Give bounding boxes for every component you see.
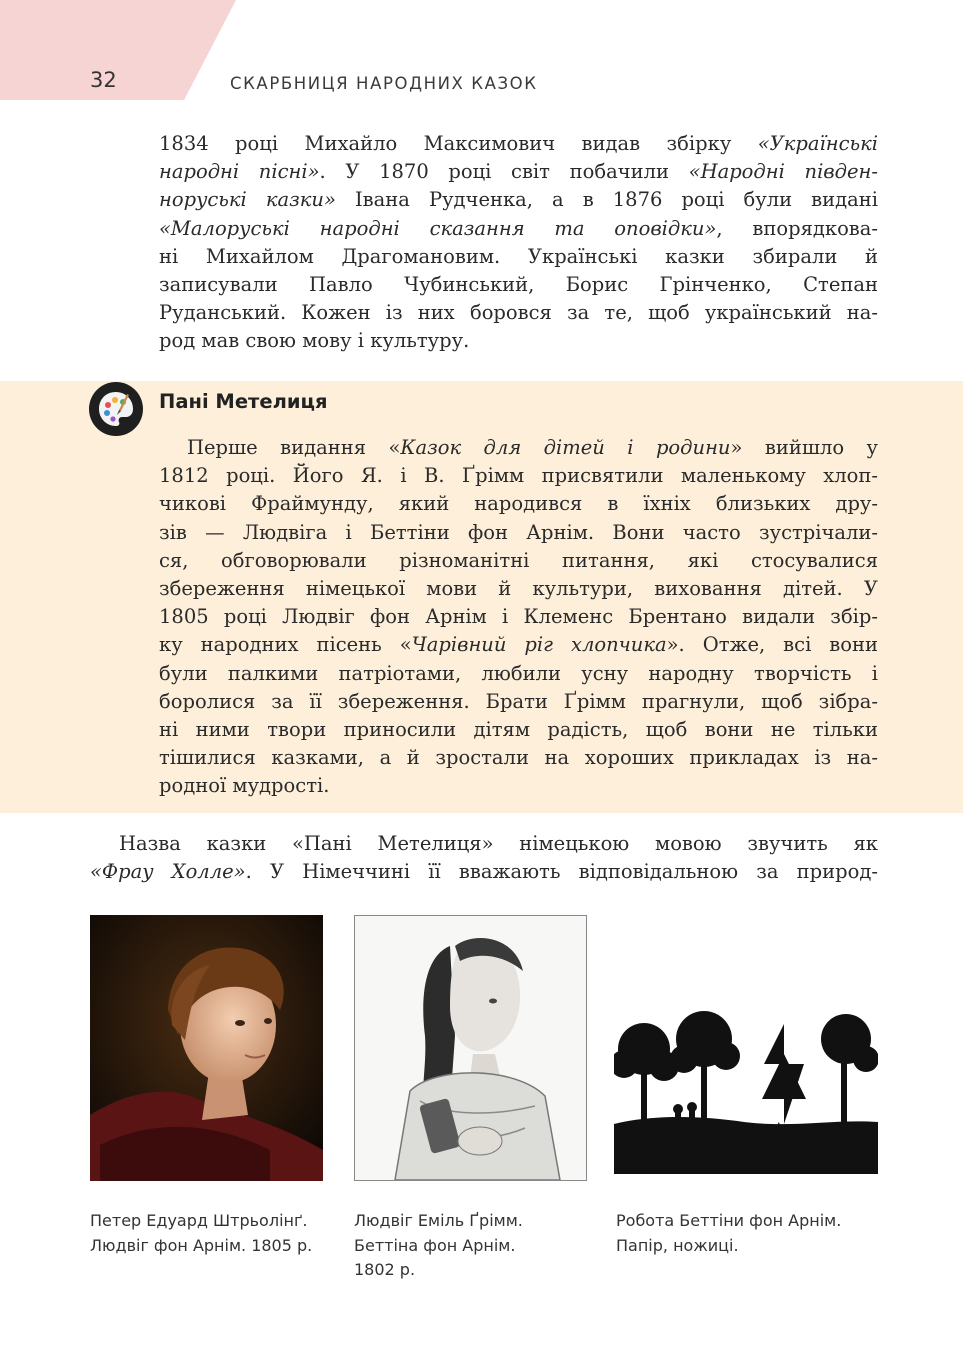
outro-paragraph bbox=[90, 830, 878, 886]
text-line: «Фрау Холле». У Німеччині її вважають відповідальною за природ- bbox=[90, 860, 878, 884]
text-line: родної мудрості. bbox=[159, 774, 330, 798]
text-line: боролися за її збереження. Брати Ґрімм прагнули, щоб зібра- bbox=[159, 689, 878, 713]
text-line: чикові Фраймунду, який народився в їхніх близьких дру- bbox=[159, 492, 878, 516]
portrait-drawing bbox=[354, 915, 587, 1181]
text-line: народні пісні». У 1870 році світ побачили «Народні півден- bbox=[159, 160, 878, 184]
text-line: Руданський. Кожен із них боровся за те, щоб український на- bbox=[159, 301, 878, 325]
text-line: збереження німецької мови й культури, виховання дітей. У bbox=[159, 577, 878, 601]
text-line: 1805 році Людвіг фон Арнім і Клеменс Брентано видали збір- bbox=[159, 605, 878, 629]
page-number: 32 bbox=[90, 68, 117, 92]
caption-line: Людвіг Еміль Ґрімм. bbox=[354, 1211, 523, 1230]
text-line: ку народних пісень «Чарівний ріг хлопчика». Отже, всі вони bbox=[159, 633, 878, 657]
figure-caption bbox=[90, 1209, 312, 1258]
text-line: 1812 році. Його Я. і В. Ґрімм присвятили маленькому хлоп- bbox=[159, 464, 878, 488]
text-line: ні Михайлом Драгомановим. Українські казки збирали й bbox=[159, 244, 878, 268]
text-line: 1834 році Михайло Максимович видав збірку «Українські bbox=[159, 132, 878, 155]
palette-icon bbox=[89, 382, 143, 436]
caption-line: 1802 р. bbox=[354, 1260, 416, 1279]
text-line: Назва казки «Пані Метелиця» німецькою мовою звучить як bbox=[119, 832, 878, 855]
caption-line: Беттіна фон Арнім. bbox=[354, 1235, 516, 1255]
paper-silhouette bbox=[614, 1004, 878, 1174]
text-line: Перше видання «Казок для дітей і родини» вийшло у bbox=[187, 436, 878, 459]
text-line: норуські казки» Івана Рудченка, а в 1876 році були видані bbox=[159, 188, 878, 212]
text-line: були палкими патріотами, любили усну народну творчість і bbox=[159, 661, 878, 685]
caption-line: Робота Беттіни фон Арнім. bbox=[616, 1211, 842, 1230]
portrait-painting bbox=[90, 915, 323, 1181]
running-head: СКАРБНИЦЯ НАРОДНИХ КАЗОК bbox=[230, 74, 538, 93]
text-line: ні ними твори приносили дітям радість, щоб вони не тільки bbox=[159, 718, 878, 742]
text-line: тішилися казками, а й зростали на хороших прикладах із на- bbox=[159, 746, 878, 770]
caption-line: Папір, ножиці. bbox=[616, 1235, 739, 1255]
intro-paragraph bbox=[159, 130, 878, 356]
caption-line: Людвіг фон Арнім. 1805 р. bbox=[90, 1235, 313, 1255]
text-line: «Малоруські народні сказання та оповідки», впорядкова- bbox=[159, 216, 879, 240]
panel-title: Пані Метелиця bbox=[159, 390, 328, 413]
page-corner-accent bbox=[0, 0, 236, 100]
panel-paragraph bbox=[159, 434, 878, 801]
text-line: ся, обговорювали різноманітні питання, які стосувалися bbox=[159, 548, 878, 572]
text-line: записували Павло Чубинський, Борис Грінченко, Степан bbox=[159, 273, 878, 297]
figure-caption bbox=[616, 1209, 841, 1258]
text-line: род мав свою мову і культуру. bbox=[159, 329, 470, 353]
text-line: зів — Людвіга і Беттіни фон Арнім. Вони часто зустрічали- bbox=[159, 520, 878, 544]
caption-line: Петер Едуард Штрьолінґ. bbox=[90, 1211, 308, 1230]
figure-caption bbox=[354, 1209, 523, 1283]
